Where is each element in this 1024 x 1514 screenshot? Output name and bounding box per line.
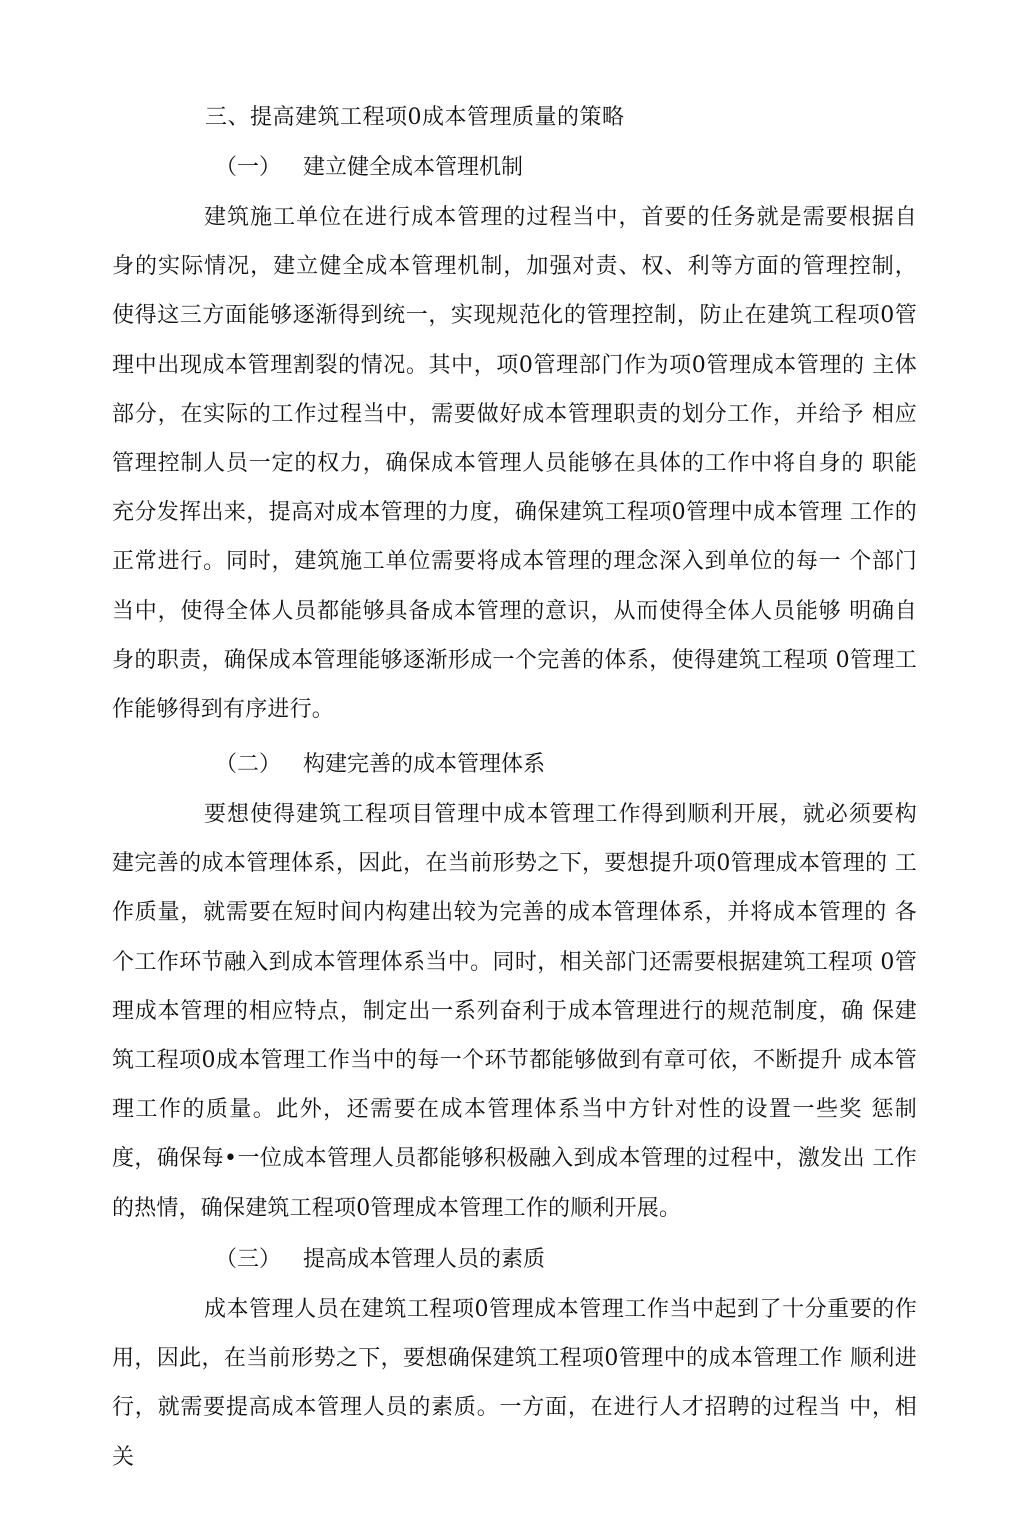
- subsection-title-3: 提高成本管理人员的素质: [303, 1247, 546, 1272]
- paragraph-1: 建筑施工单位在进行成本管理的过程当中，首要的任务就是需要根据自 身的实际情况，建立健全成本管理机制，加强对责、权、利等方面的管理控制， 使得这三方面能够逐渐得到统一，实现规范化的管理控制，防止在建筑工程项0管理中出现成本管理割裂的情况。其中，项0管理部门作为项0管理成本管理的 主体部分，在实际的工作过程当中，需要做好成本管理职责的划分工作，并给予 相应管理控制人员一定的权力，确保成本管理人员能够在具体的工作中将自身的 职能充分发挥出来，提高对成本管理的力度，确保建筑工程项0管理中成本管理 工作的正常进行。同时，建筑施工单位需要将成本管理的理念深入到单位的每一 个部门当中，使得全体人员都能够具备成本管理的意识，从而使得全体人员能够 明确自身的职责，确保成本管理能够逐渐形成一个完善的体系，使得建筑工程项 0管理工作能够得到有序进行。: [112, 205, 917, 723]
- section-heading: 三、提高建筑工程项0成本管理质量的策略: [205, 105, 625, 130]
- subsection-title-1: 建立健全成本管理机制: [303, 155, 524, 180]
- subsection-number-1: （一）: [215, 155, 282, 180]
- subsection-number-3: （三）: [215, 1247, 282, 1272]
- paragraph-2: 要想使得建筑工程项目管理中成本管理工作得到顺利开展，就必须要构 建完善的成本管理体系，因此，在当前形势之下，要想提升项0管理成本管理的 工作质量，就需要在短时间内构建出较为完善的成本管理体系，并将成本管理的 各个工作环节融入到成本管理体系当中。同时，相关部门还需要根据建筑工程项 0管理成本管理的相应特点，制定出一系列奋利于成本管理进行的规范制度，确 保建筑工程项0成本管理工作当中的每一个环节都能够做到有章可依，不断提升 成本管理工作的质量。此外，还需要在成本管理体系当中方针对性的设置一些奖 惩制度，确保每•一位成本管理人员都能够积极融入到成本管理的过程中，激发出 工作的热情，确保建筑工程项0管理成本管理工作的顺利开展。: [112, 802, 917, 1221]
- subsection-number-2: （二）: [215, 752, 282, 777]
- subsection-title-2: 构建完善的成本管理体系: [303, 752, 546, 777]
- paragraph-3: 成本管理人员在建筑工程项0管理成本管理工作当中起到了十分重要的作用，因此，在当前形势之下，要想确保建筑工程项0管理中的成本管理工作 顺利进行，就需要提高成本管理人员的素质。一方面，在进行人才招聘的过程当 中，相关: [112, 1297, 917, 1470]
